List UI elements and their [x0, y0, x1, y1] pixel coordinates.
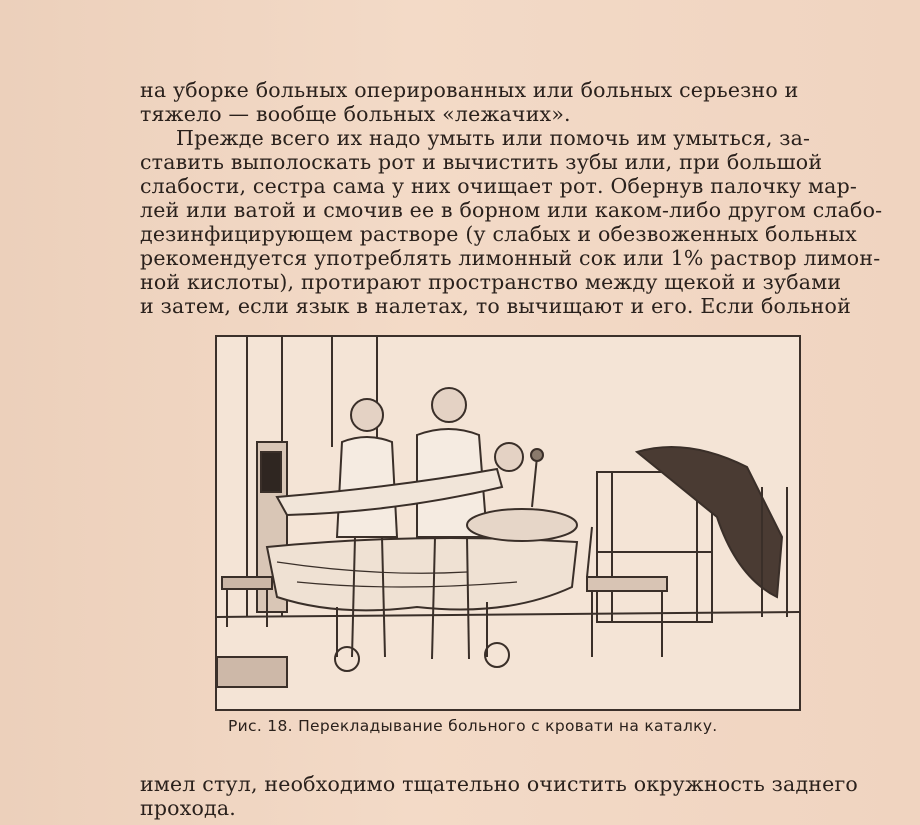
- text-line: ставить выполоскать рот и вычистить зубы или, при большой: [140, 150, 823, 174]
- text-line: имел стул, необходимо тщательно очистить окружность заднего: [140, 772, 858, 796]
- text-line: прохода.: [140, 796, 236, 820]
- body-text-top: [140, 78, 883, 318]
- illustration-drawing: [217, 337, 799, 709]
- body-text-bottom: [140, 772, 865, 820]
- paragraph-first-line: Прежде всего их надо умыть или помочь им умыться, за-: [176, 126, 811, 150]
- illustration-patient-transfer: [215, 335, 801, 711]
- text-line: ной кислоты), протирают пространство между щекой и зубами: [140, 270, 842, 294]
- text-line: рекомендуется употреблять лимонный сок или 1% раствор лимон-: [140, 246, 881, 270]
- text-line: слабости, сестра сама у них очищает рот. Обернув палочку мар-: [140, 174, 858, 198]
- text-line: дезинфицирующем растворе (у слабых и обезвоженных больных: [140, 222, 857, 246]
- figure-caption: Рис. 18. Перекладывание больного с кровати на каталку.: [228, 717, 718, 735]
- text-line: тяжело — вообще больных «лежачих».: [140, 102, 571, 126]
- text-line: и затем, если язык в налетах, то вычищают и его. Если больной: [140, 294, 851, 318]
- text-line: на уборке больных оперированных или больных серьезно и: [140, 78, 799, 102]
- text-line: лей или ватой и смочив ее в борном или каком-либо другом слабо-: [140, 198, 883, 222]
